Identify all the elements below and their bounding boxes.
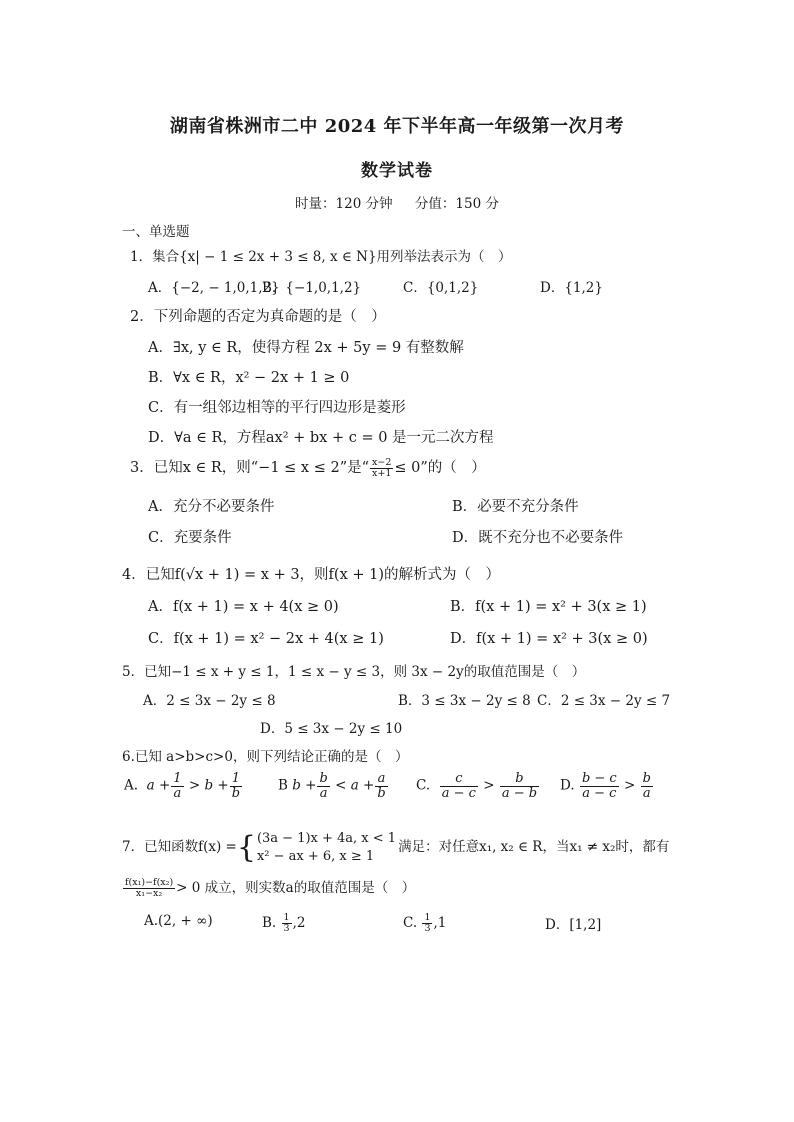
q1-option-c: C．{0,1,2} — [403, 280, 479, 296]
q7-fraction-denominator: x₁−x₂ — [135, 888, 163, 899]
q7-fraction — [123, 878, 175, 899]
q6-c-frac1-den: a − c — [441, 785, 476, 801]
q6-b-frac2 — [375, 772, 387, 800]
q6-d-label: D. — [560, 777, 575, 794]
q6-c-frac1-num: c — [440, 772, 478, 787]
q5-stem: 5．已知−1 ≤ x + y ≤ 1，1 ≤ x − y ≤ 3，则 3x − 2y的取值范围是（ ） — [122, 664, 586, 680]
q7-case-1: (3a − 1)x + 4a, x < 1 — [256, 831, 397, 846]
q5-option-d: D．5 ≤ 3x − 2y ≤ 10 — [260, 721, 403, 737]
q6-c-mid: > — [483, 777, 495, 794]
q4-option-c: C．f(x + 1) = x² − 2x + 4(x ≥ 1) — [148, 631, 384, 647]
q5-option-a: A．2 ≤ 3x − 2y ≤ 8 — [143, 693, 276, 709]
q6-a-frac1-num: 1 — [173, 771, 182, 786]
q6-d-frac2-den: a — [642, 785, 651, 801]
q7-c-label: C. — [403, 914, 418, 931]
q3-fraction-denominator: x+1 — [372, 467, 392, 479]
exam-title: 湖南省株洲市二中 2024 年下半年高一年级第一次月考 — [169, 116, 625, 137]
section-heading: 一、单选题 — [122, 224, 190, 240]
q6-a-mid: > b + — [188, 777, 229, 794]
q3-option-c: C．充要条件 — [148, 530, 232, 546]
q6-b-mid: < a + — [335, 777, 375, 794]
q7-b-frac — [282, 913, 292, 934]
left-brace-icon: { — [236, 829, 256, 865]
q4-stem: 4．已知f(√x + 1) = x + 3，则f(x + 1)的解析式为（ ） — [122, 567, 501, 583]
q7-c-rest: ,1 — [433, 914, 447, 931]
q7-line2: > 0 成立，则实数a的取值范围是（ ） — [176, 880, 416, 896]
q4-option-a: A．f(x + 1) = x + 4(x ≥ 0) — [148, 599, 339, 615]
q1-option-d: D．{1,2} — [540, 280, 603, 296]
q4-option-d: D．f(x + 1) = x² + 3(x ≥ 0) — [450, 631, 648, 647]
q3-fraction-numerator: x−2 — [372, 456, 392, 468]
q7-b-frac-num: 1 — [283, 912, 290, 923]
q6-c-label: C. — [416, 777, 431, 794]
q6-a-frac1-den: a — [173, 785, 182, 801]
q2-option-d: D．∀a ∈ R，方程ax² + bx + c = 0 是一元二次方程 — [148, 430, 494, 446]
q2-option-b: B．∀x ∈ R，x² − 2x + 1 ≥ 0 — [148, 370, 350, 386]
q6-option-b — [278, 772, 389, 800]
q1-stem: 1．集合{x| − 1 ≤ 2x + 3 ≤ 8, x ∈ N}用列举法表示为（ ） — [130, 249, 512, 265]
q6-c-frac2-den: a − b — [501, 785, 538, 801]
q6-b-left: b + — [292, 777, 317, 794]
q7-post: 满足：对任意x₁, x₂ ∈ R，当x₁ ≠ x₂时，都有 — [398, 839, 670, 856]
q2-stem: 2．下列命题的否定为真命题的是（ ） — [130, 309, 386, 325]
q6-b-frac1-den: a — [319, 785, 328, 801]
q4-option-b: B．f(x + 1) = x² + 3(x ≥ 1) — [450, 599, 647, 615]
q6-d-frac2 — [641, 772, 653, 800]
exam-meta — [0, 192, 794, 212]
q2-option-a: A．∃x, y ∈ R，使得方程 2x + 5y = 9 有整数解 — [148, 340, 464, 356]
q7-option-c — [403, 913, 446, 934]
q6-b-frac1 — [317, 772, 329, 800]
q7-case-2: x² − ax + 6, x ≥ 1 — [256, 848, 375, 864]
q6-d-frac1 — [580, 772, 619, 800]
time-limit: 时量：120 分钟 — [295, 196, 393, 212]
q6-d-mid: > — [624, 777, 636, 794]
q7-pre: 7．已知函数f(x) = — [122, 839, 237, 856]
q7-fraction-numerator: f(x₁)−f(x₂) — [125, 877, 174, 889]
q2-option-c: C．有一组邻边相等的平行四边形是菱形 — [148, 400, 406, 416]
q7-condition — [122, 876, 415, 899]
q6-option-a — [124, 772, 243, 800]
q3-option-a: A．充分不必要条件 — [148, 499, 275, 515]
q6-option-c — [416, 772, 540, 800]
q7-c-frac — [422, 913, 432, 934]
q6-a-label: A. — [124, 777, 139, 794]
q7-b-label: B. — [262, 914, 277, 931]
q3-option-d: D．既不充分也不必要条件 — [452, 530, 624, 546]
q7-c-frac-den: 3 — [424, 922, 431, 934]
q6-c-frac1 — [440, 772, 478, 800]
q5-option-b: B．3 ≤ 3x − 2y ≤ 8 — [398, 693, 531, 709]
q6-b-frac2-den: b — [377, 785, 386, 801]
q7-c-frac-num: 1 — [424, 912, 431, 923]
q7-piecewise — [257, 830, 396, 865]
q7-stem — [122, 830, 669, 865]
q6-c-frac2 — [500, 772, 539, 800]
q6-b-label: B — [278, 777, 288, 794]
q7-option-a: A.(2, + ∞) — [144, 913, 213, 929]
q7-option-b — [262, 913, 305, 934]
q6-c-frac2-num: b — [500, 772, 539, 787]
q3-stem-post: ≤ 0”的（ ） — [394, 460, 486, 476]
q6-d-frac2-num: b — [642, 771, 651, 786]
q6-b-frac2-num: a — [375, 772, 387, 787]
q3-fraction — [370, 458, 393, 479]
q6-d-frac1-den: a − c — [582, 785, 617, 801]
q7-option-d: D．[1,2] — [545, 917, 602, 933]
q6-d-frac1-num: b − c — [581, 771, 617, 786]
q6-a-frac2-num: 1 — [230, 772, 242, 787]
exam-subtitle: 数学试卷 — [361, 161, 433, 181]
q7-b-frac-den: 3 — [283, 922, 290, 934]
q6-option-d — [560, 772, 654, 800]
total-score: 分值：150 分 — [414, 196, 499, 212]
q3-stem-pre: 3．已知x ∈ R，则“−1 ≤ x ≤ 2”是“ — [130, 460, 370, 476]
q1-option-b: B．{−1,0,1,2} — [262, 280, 362, 296]
q7-b-rest: ,2 — [292, 914, 306, 931]
q1-option-a: A．{−2, − 1,0,1,2} — [148, 280, 280, 296]
q6-a-frac2-den: b — [231, 785, 241, 801]
q5-option-c: C．2 ≤ 3x − 2y ≤ 7 — [537, 693, 671, 709]
q3-stem — [130, 456, 486, 478]
q6-b-frac1-num: b — [319, 771, 328, 786]
q6-a-frac1 — [171, 772, 183, 800]
q6-a-left: a + — [146, 777, 171, 794]
q3-option-b: B．必要不充分条件 — [452, 499, 579, 515]
q6-a-frac2 — [230, 772, 242, 800]
q6-stem: 6.已知 a>b>c>0，则下列结论正确的是（ ） — [122, 749, 409, 765]
